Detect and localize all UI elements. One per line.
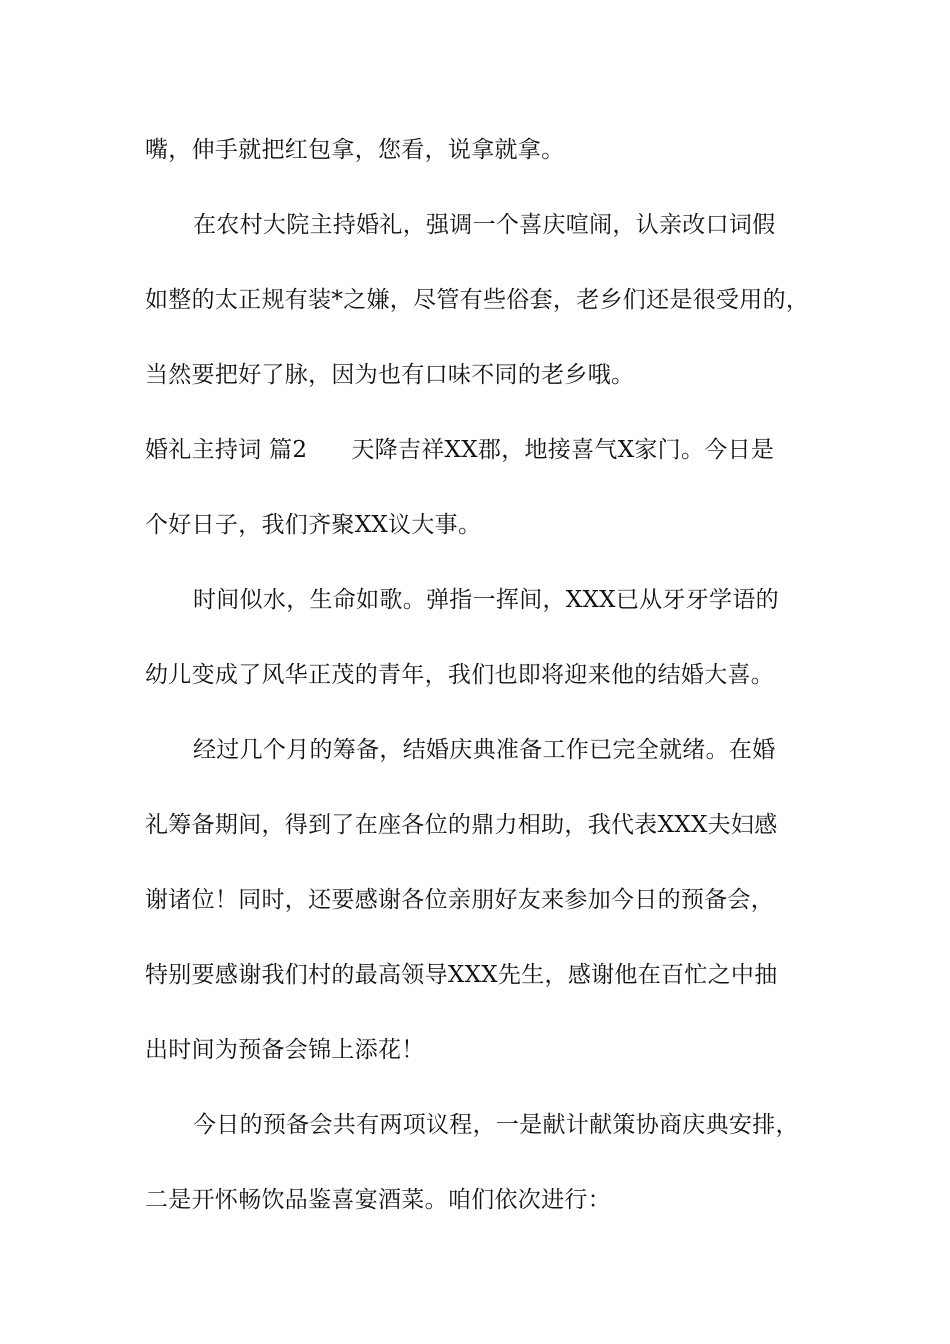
paragraph-line-8: 时间似水，生命如歌。弹指一挥间，XXX已从牙牙学语的 (193, 587, 779, 613)
text-line-11: 礼筹备期间，得到了在座各位的鼎力相助，我代表XXX夫妇感 (145, 812, 778, 838)
text-line-14: 出时间为预备会锦上添花！ (145, 1037, 425, 1063)
paragraph-line-2: 在农村大院主持婚礼，强调一个喜庆喧闹，认亲改口词假 (193, 212, 776, 238)
section-heading-line (145, 435, 845, 465)
heading-line-text: 天降吉祥XX郡，地接喜气X家门。今日是 (351, 437, 775, 463)
paragraph-line-15: 今日的预备会共有两项议程，一是献计献策协商庆典安排， (193, 1112, 799, 1138)
text-line-16: 二是开怀畅饮品鉴喜宴酒菜。咱们依次进行： (145, 1187, 611, 1213)
text-line-3: 如整的太正规有装*之嫌，尽管有些俗套，老乡们还是很受用的， (145, 287, 810, 313)
text-line-1: 嘴，伸手就把红包拿，您看，说拿就拿。 (145, 137, 565, 163)
text-line-9: 幼儿变成了风华正茂的青年，我们也即将迎来他的结婚大喜。 (145, 662, 775, 688)
text-line-4: 当然要把好了脉，因为也有口味不同的老乡哦。 (145, 362, 635, 388)
text-line-7: 个好日子，我们齐聚XX议大事。 (145, 512, 482, 538)
paragraph-line-10: 经过几个月的筹备，结婚庆典准备工作已完全就绪。在婚 (193, 737, 776, 763)
section-heading: 婚礼主持词 篇2 (145, 437, 308, 463)
text-line-12: 谢诸位！同时，还要感谢各位亲朋好友来参加今日的预备会， (145, 887, 775, 913)
text-line-13: 特别要感谢我们村的最高领导XXX先生，感谢他在百忙之中抽 (145, 962, 778, 988)
